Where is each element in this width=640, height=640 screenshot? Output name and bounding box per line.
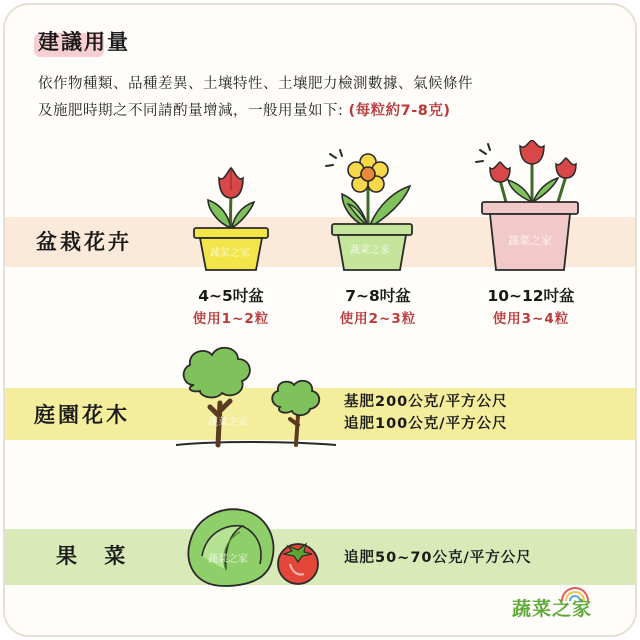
intro-line-1: 依作物種類、品種差異、土壤特性、土壤肥力檢測數據、氣候條件 bbox=[38, 76, 473, 92]
intro-text bbox=[38, 71, 618, 125]
garden-amounts bbox=[344, 391, 508, 435]
garden-trees-icon bbox=[176, 345, 336, 455]
garden-label: 庭園花木 bbox=[34, 403, 130, 427]
page-title: 建議用量 bbox=[38, 30, 130, 54]
pot-use-small: 使用1~2粒 bbox=[192, 311, 270, 327]
potted-label: 盆栽花卉 bbox=[36, 230, 132, 254]
vegetable-label: 果 菜 bbox=[56, 544, 136, 568]
veg-watermark: 蔬菜之家 bbox=[208, 554, 248, 565]
veg-top-fertilizer: 追肥50~70公克/平方公尺 bbox=[344, 550, 532, 566]
cabbage-tomato-icon bbox=[180, 498, 330, 593]
brand-logo: 蔬菜之家 bbox=[512, 598, 593, 620]
pot3-watermark: 蔬菜之家 bbox=[508, 234, 552, 247]
garden-base-fertilizer: 基肥200公克/平方公尺 bbox=[344, 394, 508, 410]
small-pot-tulip-icon bbox=[186, 160, 276, 275]
pot-size-large: 10~12吋盆 bbox=[487, 287, 575, 305]
garden-top-fertilizer: 追肥100公克/平方公尺 bbox=[344, 416, 508, 432]
pot-size-small: 4~5吋盆 bbox=[198, 287, 264, 305]
pot2-watermark: 蔬菜之家 bbox=[350, 245, 390, 256]
pot-use-large: 使用3~4粒 bbox=[492, 311, 570, 327]
weight-hint: (每粒約7-8克) bbox=[348, 103, 451, 119]
medium-pot-flower-icon bbox=[322, 148, 422, 275]
garden-watermark: 蔬菜之家 bbox=[208, 417, 248, 428]
pot1-watermark: 蔬菜之家 bbox=[210, 248, 250, 259]
pot-use-medium: 使用2~3粒 bbox=[339, 311, 417, 327]
intro-line-2 bbox=[38, 98, 618, 125]
large-pot-tulips-icon bbox=[470, 140, 590, 275]
intro-line-2-text: 及施肥時期之不同請酌量增減，一般用量如下: bbox=[38, 103, 344, 119]
pot-size-medium: 7~8吋盆 bbox=[345, 287, 411, 305]
